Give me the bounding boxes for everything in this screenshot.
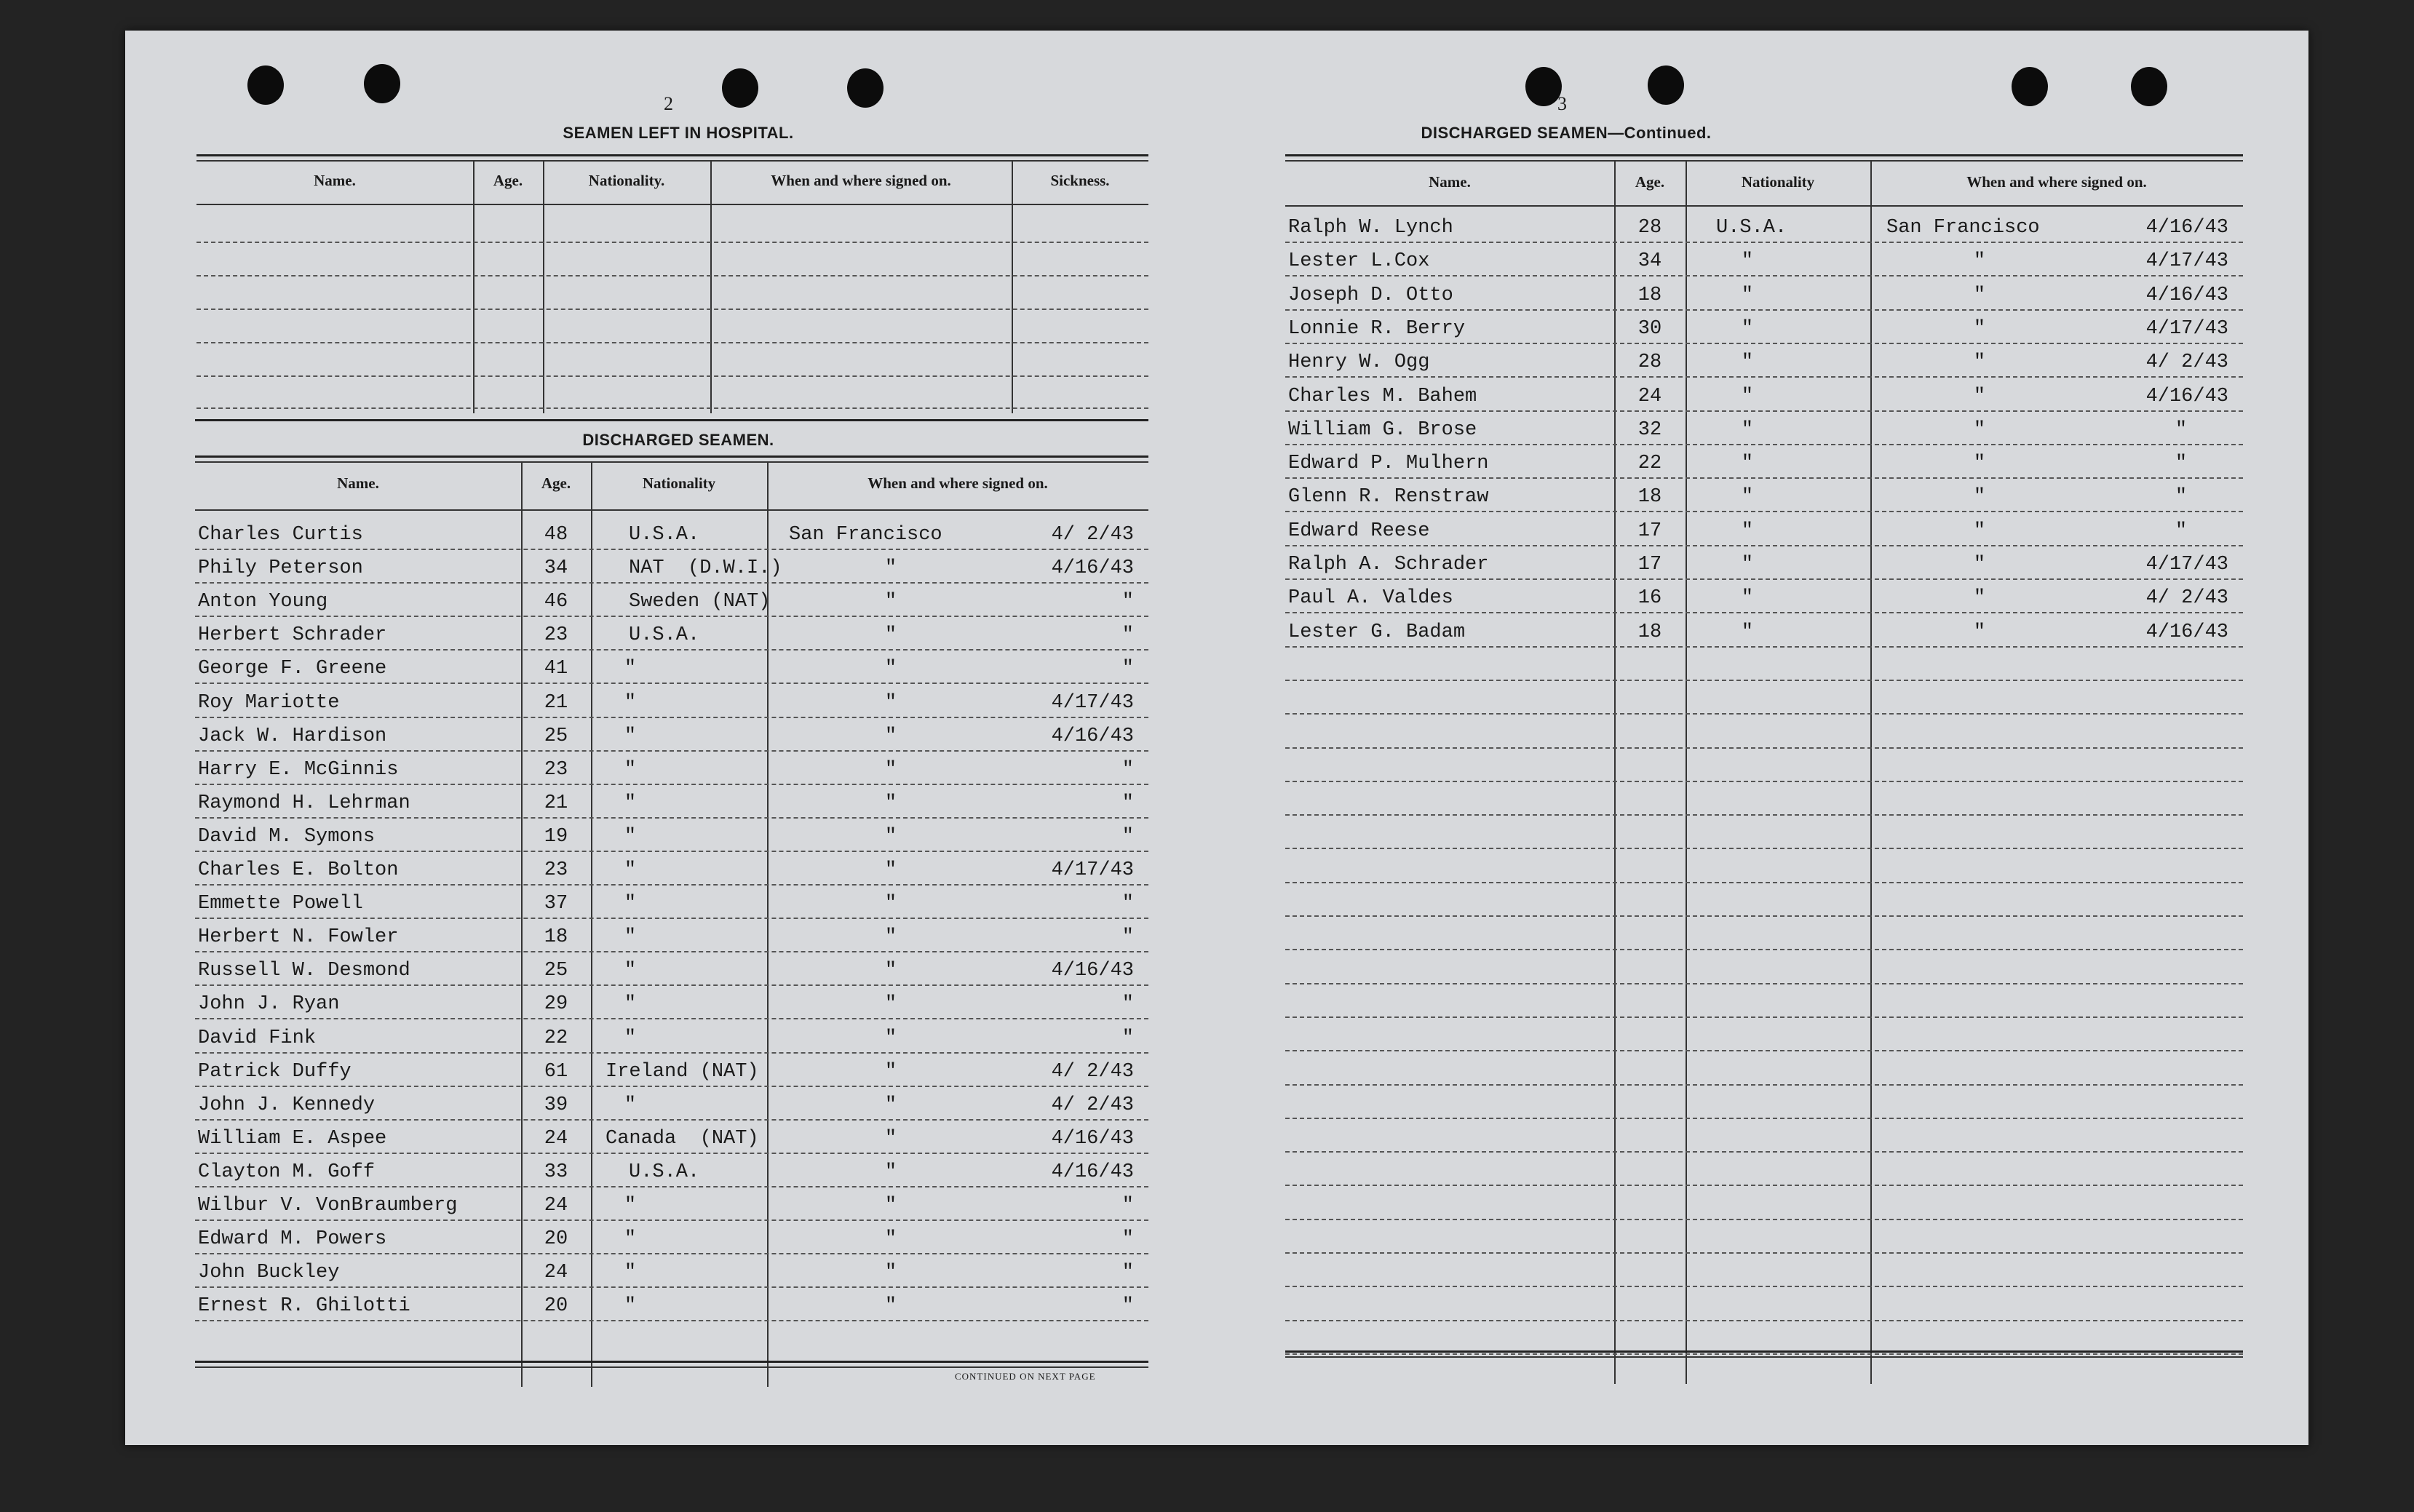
seaman-age: 32 [1637, 419, 1662, 441]
seaman-name: Ralph A. Schrader [1288, 554, 1489, 576]
seaman-signed-date: " [2175, 520, 2188, 542]
seaman-signed-place: " [884, 1228, 897, 1250]
seaman-nationality: NAT (D.W.I.) [629, 557, 782, 579]
seaman-signed-date: " [1121, 1195, 1134, 1217]
seaman-name: John J. Kennedy [198, 1094, 376, 1116]
header-age: Age. [493, 172, 523, 189]
row-line [195, 649, 1148, 650]
seaman-signed-date: 4/16/43 [2145, 386, 2228, 407]
seaman-name: Henry W. Ogg [1288, 351, 1430, 373]
column-divider [1614, 162, 1616, 1384]
punch-hole [1525, 67, 1562, 106]
rule [1285, 160, 2243, 162]
seaman-name: Harry E. McGinnis [198, 759, 399, 781]
seaman-name: Lester G. Badam [1288, 621, 1466, 643]
seaman-signed-date: 4/17/43 [2145, 318, 2228, 340]
rule [195, 419, 1148, 421]
seaman-age: 33 [544, 1161, 568, 1183]
seaman-signed-date: 4/ 2/43 [1051, 1094, 1134, 1116]
seaman-signed-date: 4/16/43 [2145, 285, 2228, 306]
rule [1285, 205, 2243, 207]
row-line [195, 817, 1148, 819]
seaman-signed-place: San Francisco [1886, 217, 2040, 239]
seaman-age: 18 [1637, 486, 1662, 508]
seaman-nationality: " [624, 1027, 637, 1049]
row-line [195, 1320, 1148, 1321]
seaman-signed-place: " [884, 859, 897, 881]
seaman-signed-place: " [1973, 250, 1986, 272]
seaman-nationality: " [624, 759, 637, 781]
seaman-name: Paul A. Valdes [1288, 587, 1453, 609]
seaman-name: Joseph D. Otto [1288, 285, 1453, 306]
seaman-signed-place: " [884, 624, 897, 646]
discharged-section-title: DISCHARGED SEAMEN. [582, 431, 774, 449]
seaman-age: 23 [544, 859, 568, 881]
seaman-name: David M. Symons [198, 826, 376, 848]
seaman-signed-place: " [1973, 386, 1986, 407]
row-line [1285, 949, 2243, 950]
row-line [195, 582, 1148, 584]
seaman-signed-date: 4/16/43 [1051, 1161, 1134, 1183]
seaman-age: 24 [544, 1195, 568, 1217]
seaman-signed-place: " [884, 1128, 897, 1150]
seaman-nationality: " [624, 1262, 637, 1284]
rule [196, 154, 1148, 156]
punch-hole [1648, 65, 1684, 105]
seaman-name: Charles M. Bahem [1288, 386, 1477, 407]
row-line [195, 1119, 1148, 1121]
row-line [1285, 1219, 2243, 1220]
row-line [195, 1153, 1148, 1154]
seaman-nationality: " [1741, 318, 1754, 340]
header-signed-on: When and where signed on. [867, 474, 1048, 492]
seaman-age: 22 [1637, 453, 1662, 474]
seaman-signed-place: " [884, 1027, 897, 1049]
seaman-signed-date: " [1121, 826, 1134, 848]
row-line [1285, 612, 2243, 613]
seaman-signed-date: " [1121, 926, 1134, 948]
row-line [1285, 1118, 2243, 1119]
column-divider [1686, 162, 1687, 1384]
row-line [195, 549, 1148, 550]
seaman-signed-place: " [884, 1161, 897, 1183]
row-line [195, 750, 1148, 752]
blank-row-line [196, 309, 1148, 310]
row-line [195, 1186, 1148, 1187]
seaman-age: 20 [544, 1295, 568, 1317]
row-line [1285, 343, 2243, 344]
row-line [1285, 1151, 2243, 1153]
seaman-nationality: " [624, 725, 637, 747]
seaman-nationality: U.S.A. [629, 524, 700, 546]
rule [1285, 1356, 2243, 1358]
row-line [195, 851, 1148, 852]
header-nationality: Nationality. [588, 172, 665, 189]
seaman-age: 18 [544, 926, 568, 948]
rule [195, 1366, 1148, 1368]
seaman-name: Charles E. Bolton [198, 859, 399, 881]
seaman-name: David Fink [198, 1027, 317, 1049]
seaman-nationality: " [1741, 285, 1754, 306]
seaman-signed-place: " [1973, 419, 1986, 441]
seaman-name: Roy Mariotte [198, 692, 340, 714]
seaman-name: Wilbur V. VonBraumberg [198, 1195, 458, 1217]
seaman-age: 25 [544, 960, 568, 982]
seaman-signed-place: " [884, 960, 897, 982]
seaman-age: 19 [544, 826, 568, 848]
rule [195, 1361, 1148, 1363]
seaman-signed-date: 4/16/43 [2145, 217, 2228, 239]
document-page [125, 31, 2308, 1445]
seaman-nationality: " [1741, 419, 1754, 441]
seaman-name: Glenn R. Renstraw [1288, 486, 1489, 508]
seaman-nationality: " [624, 960, 637, 982]
seaman-name: Raymond H. Lehrman [198, 792, 410, 814]
seaman-nationality: Sweden (NAT) [629, 591, 771, 613]
seaman-age: 30 [1637, 318, 1662, 340]
seaman-nationality: " [624, 826, 637, 848]
row-line [195, 1219, 1148, 1221]
seaman-age: 34 [544, 557, 568, 579]
seaman-age: 17 [1637, 520, 1662, 542]
seaman-signed-place: " [1973, 486, 1986, 508]
seaman-signed-place: " [884, 1061, 897, 1083]
row-line [1285, 1016, 2243, 1018]
header-name: Name. [1429, 173, 1471, 191]
seaman-signed-date: " [1121, 1262, 1134, 1284]
seaman-signed-date: 4/17/43 [1051, 859, 1134, 881]
seaman-signed-date: 4/17/43 [2145, 250, 2228, 272]
seaman-name: Charles Curtis [198, 524, 363, 546]
row-line [195, 1018, 1148, 1019]
seaman-nationality: " [1741, 250, 1754, 272]
seaman-name: William G. Brose [1288, 419, 1477, 441]
rule [195, 509, 1148, 511]
hospital-section-title: SEAMEN LEFT IN HOSPITAL. [563, 124, 794, 142]
blank-row-line [196, 342, 1148, 343]
row-line [195, 1086, 1148, 1087]
row-line [195, 918, 1148, 919]
seaman-signed-date: " [1121, 993, 1134, 1015]
seaman-signed-date: 4/16/43 [1051, 1128, 1134, 1150]
row-line [195, 1286, 1148, 1288]
header-signed-on: When and where signed on. [771, 172, 951, 189]
seaman-nationality: " [1741, 621, 1754, 643]
seaman-age: 20 [544, 1228, 568, 1250]
seaman-signed-place: " [884, 692, 897, 714]
seaman-signed-place: " [1973, 453, 1986, 474]
seaman-nationality: " [624, 1228, 637, 1250]
seaman-signed-date: " [2175, 486, 2188, 508]
seaman-nationality: " [624, 1195, 637, 1217]
seaman-name: Lester L.Cox [1288, 250, 1430, 272]
seaman-signed-place: " [1973, 351, 1986, 373]
seaman-name: George F. Greene [198, 658, 387, 680]
seaman-signed-date: 4/ 2/43 [2145, 351, 2228, 373]
row-line [195, 616, 1148, 617]
seaman-name: William E. Aspee [198, 1128, 387, 1150]
seaman-nationality: " [1741, 587, 1754, 609]
row-line [1285, 242, 2243, 243]
seaman-age: 18 [1637, 285, 1662, 306]
row-line [1285, 444, 2243, 445]
seaman-signed-place: " [884, 591, 897, 613]
seaman-signed-place: " [1973, 587, 1986, 609]
row-line [1285, 410, 2243, 412]
seaman-signed-date: 4/16/43 [1051, 725, 1134, 747]
seaman-signed-place: " [884, 658, 897, 680]
seaman-age: 48 [544, 524, 568, 546]
header-nationality: Nationality [642, 474, 716, 492]
seaman-age: 24 [544, 1262, 568, 1284]
seaman-signed-place: " [1973, 554, 1986, 576]
header-age: Age. [541, 474, 571, 492]
seaman-signed-place: " [884, 725, 897, 747]
seaman-signed-date: 4/ 2/43 [2145, 587, 2228, 609]
rule [1285, 1350, 2243, 1353]
seaman-signed-place: " [884, 792, 897, 814]
seaman-nationality: " [624, 893, 637, 915]
seaman-signed-date: " [1121, 658, 1134, 680]
header-signed-on: When and where signed on. [1966, 173, 2147, 191]
page-number-left: 2 [664, 93, 673, 114]
seaman-age: 23 [544, 759, 568, 781]
seaman-name: Jack W. Hardison [198, 725, 387, 747]
seaman-nationality: " [1741, 351, 1754, 373]
seaman-name: Edward Reese [1288, 520, 1430, 542]
row-line [195, 951, 1148, 952]
seaman-signed-date: 4/ 2/43 [1051, 524, 1134, 546]
row-line [195, 984, 1148, 986]
seaman-name: John J. Ryan [198, 993, 340, 1015]
row-line [1285, 1185, 2243, 1186]
seaman-nationality: U.S.A. [1716, 217, 1787, 239]
seaman-signed-date: " [2175, 453, 2188, 474]
seaman-signed-date: 4/16/43 [1051, 960, 1134, 982]
seaman-signed-date: " [1121, 624, 1134, 646]
blank-row-line [196, 375, 1148, 377]
discharged-continued-title: DISCHARGED SEAMEN—Continued. [1421, 124, 1712, 142]
seaman-signed-date: " [1121, 1228, 1134, 1250]
row-line [1285, 275, 2243, 276]
row-line [195, 717, 1148, 718]
row-line [1285, 309, 2243, 311]
row-line [1285, 545, 2243, 546]
row-line [1285, 1050, 2243, 1051]
seaman-age: 61 [544, 1061, 568, 1083]
seaman-age: 29 [544, 993, 568, 1015]
seaman-signed-date: " [2175, 419, 2188, 441]
seaman-age: 22 [544, 1027, 568, 1049]
seaman-age: 24 [544, 1128, 568, 1150]
seaman-age: 39 [544, 1094, 568, 1116]
row-line [1285, 1084, 2243, 1086]
rule [1285, 154, 2243, 156]
punch-hole [2131, 67, 2167, 106]
row-line [1285, 680, 2243, 681]
seaman-signed-place: " [884, 993, 897, 1015]
blank-row-line [196, 242, 1148, 243]
seaman-nationality: " [624, 859, 637, 881]
seaman-name: Herbert N. Fowler [198, 926, 399, 948]
seaman-signed-date: " [1121, 591, 1134, 613]
seaman-signed-place: " [884, 893, 897, 915]
seaman-nationality: " [624, 692, 637, 714]
seaman-nationality: " [624, 993, 637, 1015]
seaman-signed-place: " [884, 1094, 897, 1116]
seaman-age: 41 [544, 658, 568, 680]
row-line [1285, 1353, 2243, 1355]
seaman-name: Ernest R. Ghilotti [198, 1295, 410, 1317]
seaman-signed-date: 4/ 2/43 [1051, 1061, 1134, 1083]
page-number-right: 3 [1557, 93, 1567, 114]
column-divider [1870, 162, 1872, 1384]
seaman-nationality: " [1741, 453, 1754, 474]
row-line [195, 1052, 1148, 1054]
row-line [1285, 848, 2243, 849]
seaman-nationality: " [624, 792, 637, 814]
seaman-name: Phily Peterson [198, 557, 363, 579]
row-line [1285, 781, 2243, 782]
blank-row-line [196, 407, 1148, 409]
seaman-nationality: U.S.A. [629, 624, 700, 646]
seaman-nationality: Canada (NAT) [606, 1128, 759, 1150]
seaman-signed-place: San Francisco [789, 524, 942, 546]
seaman-signed-place: " [884, 1195, 897, 1217]
rule [195, 455, 1148, 458]
seaman-signed-date: 4/16/43 [1051, 557, 1134, 579]
seaman-signed-place: " [884, 926, 897, 948]
seaman-signed-date: " [1121, 1027, 1134, 1049]
row-line [195, 784, 1148, 785]
seaman-signed-date: 4/17/43 [2145, 554, 2228, 576]
row-line [195, 884, 1148, 886]
seaman-signed-place: " [884, 557, 897, 579]
seaman-age: 37 [544, 893, 568, 915]
row-line [195, 1253, 1148, 1254]
row-line [1285, 477, 2243, 479]
seaman-signed-date: " [1121, 792, 1134, 814]
header-age: Age. [1635, 173, 1665, 191]
rule [195, 461, 1148, 463]
row-line [1285, 646, 2243, 648]
punch-hole [2012, 67, 2048, 106]
punch-hole [722, 68, 758, 108]
seaman-signed-place: " [1973, 520, 1986, 542]
seaman-name: Clayton M. Goff [198, 1161, 376, 1183]
row-line [1285, 915, 2243, 917]
seaman-signed-place: " [884, 759, 897, 781]
seaman-name: Patrick Duffy [198, 1061, 352, 1083]
seaman-nationality: Ireland (NAT) [606, 1061, 759, 1083]
seaman-signed-date: 4/17/43 [1051, 692, 1134, 714]
seaman-age: 28 [1637, 217, 1662, 239]
seaman-name: Emmette Powell [198, 893, 363, 915]
seaman-signed-place: " [884, 1295, 897, 1317]
row-line [1285, 1320, 2243, 1321]
punch-hole [364, 64, 400, 103]
seaman-age: 18 [1637, 621, 1662, 643]
row-line [1285, 983, 2243, 984]
header-name: Name. [337, 474, 379, 492]
seaman-signed-place: " [884, 1262, 897, 1284]
seaman-signed-date: " [1121, 1295, 1134, 1317]
rule [196, 204, 1148, 205]
seaman-signed-place: " [884, 826, 897, 848]
rule [196, 160, 1148, 162]
seaman-age: 46 [544, 591, 568, 613]
seaman-signed-place: " [1973, 285, 1986, 306]
row-line [1285, 713, 2243, 715]
seaman-name: Edward P. Mulhern [1288, 453, 1489, 474]
seaman-signed-date: " [1121, 893, 1134, 915]
seaman-age: 21 [544, 792, 568, 814]
header-sickness: Sickness. [1050, 172, 1110, 189]
seaman-signed-date: 4/16/43 [2145, 621, 2228, 643]
row-line [1285, 511, 2243, 512]
header-nationality: Nationality [1741, 173, 1815, 191]
seaman-age: 28 [1637, 351, 1662, 373]
seaman-age: 23 [544, 624, 568, 646]
seaman-name: Anton Young [198, 591, 328, 613]
row-line [1285, 1286, 2243, 1287]
seaman-age: 25 [544, 725, 568, 747]
seaman-nationality: " [1741, 486, 1754, 508]
punch-hole [847, 68, 884, 108]
row-line [1285, 578, 2243, 580]
row-line [1285, 1252, 2243, 1254]
seaman-nationality: U.S.A. [629, 1161, 700, 1183]
seaman-nationality: " [624, 1295, 637, 1317]
seaman-nationality: " [1741, 386, 1754, 407]
seaman-age: 21 [544, 692, 568, 714]
seaman-nationality: " [1741, 520, 1754, 542]
seaman-age: 34 [1637, 250, 1662, 272]
seaman-name: Herbert Schrader [198, 624, 387, 646]
row-line [1285, 882, 2243, 883]
seaman-nationality: " [624, 658, 637, 680]
seaman-nationality: " [624, 1094, 637, 1116]
seaman-name: Lonnie R. Berry [1288, 318, 1466, 340]
punch-hole [247, 65, 284, 105]
blank-row-line [196, 275, 1148, 276]
seaman-nationality: " [1741, 554, 1754, 576]
row-line [1285, 814, 2243, 816]
row-line [1285, 376, 2243, 378]
seaman-age: 17 [1637, 554, 1662, 576]
seaman-name: Russell W. Desmond [198, 960, 410, 982]
seaman-name: Edward M. Powers [198, 1228, 387, 1250]
seaman-age: 24 [1637, 386, 1662, 407]
seaman-nationality: " [624, 926, 637, 948]
seaman-signed-place: " [1973, 318, 1986, 340]
row-line [195, 683, 1148, 684]
continued-footer: CONTINUED ON NEXT PAGE [955, 1371, 1096, 1382]
seaman-signed-date: " [1121, 759, 1134, 781]
seaman-signed-place: " [1973, 621, 1986, 643]
seaman-name: John Buckley [198, 1262, 340, 1284]
seaman-name: Ralph W. Lynch [1288, 217, 1453, 239]
header-name: Name. [314, 172, 356, 189]
seaman-age: 16 [1637, 587, 1662, 609]
row-line [1285, 747, 2243, 749]
